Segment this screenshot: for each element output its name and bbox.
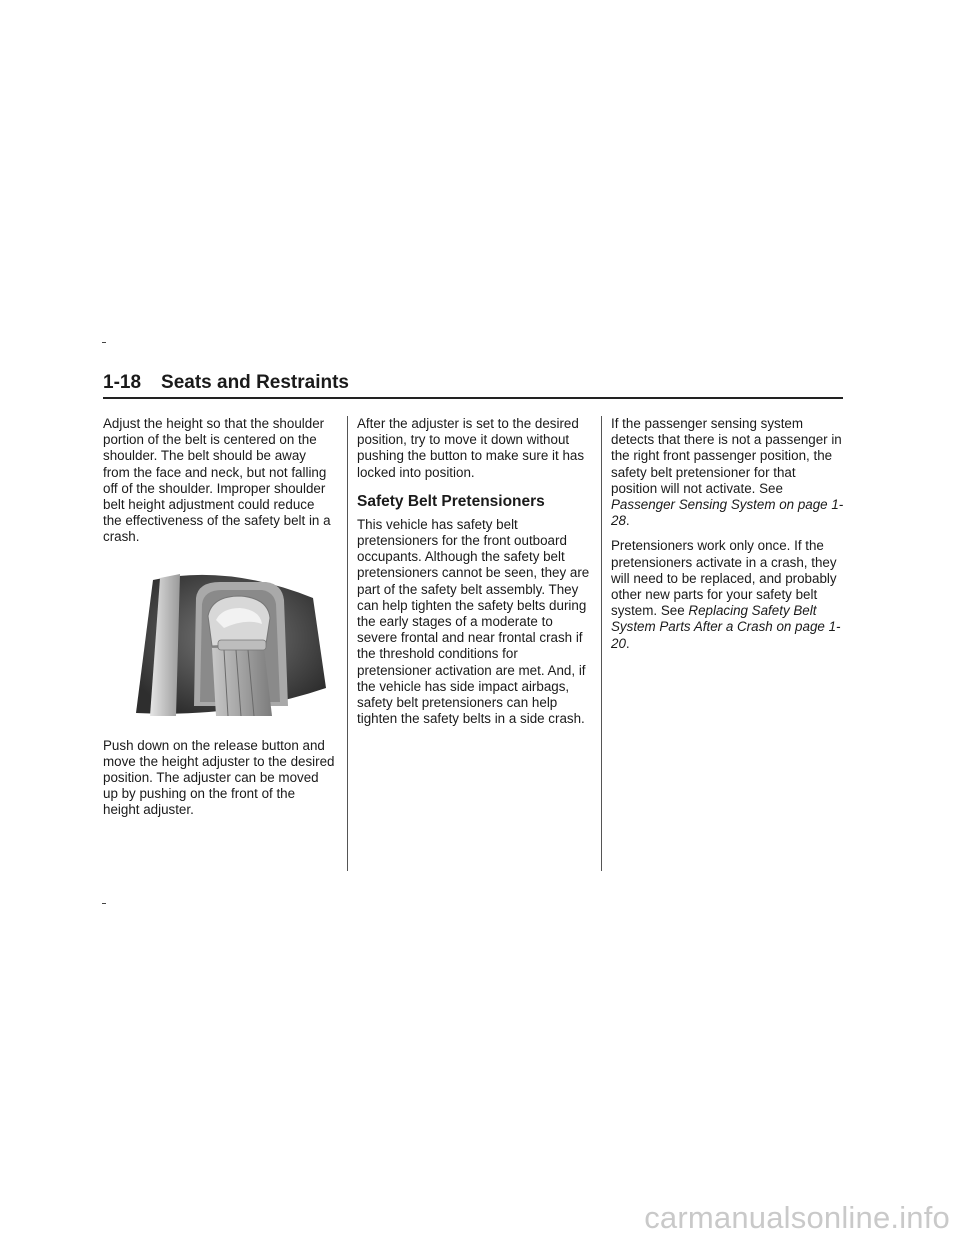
watermark: carmanualsonline.info: [644, 1200, 950, 1235]
column3-paragraph-2-end: .: [625, 635, 630, 651]
shoulder-belt-height-adjuster-icon: [128, 568, 328, 716]
column-1: [103, 416, 335, 819]
crop-mark-top: [102, 342, 106, 343]
crop-mark-bottom: [102, 903, 106, 904]
column2-paragraph-1: After the adjuster is set to the desired position, try to move it down without pushing the button to make sure it has locked into position.: [357, 416, 585, 480]
section-heading: Safety Belt Pretensioners: [357, 492, 545, 510]
column3-paragraph-1-end: .: [625, 513, 630, 529]
column-2: [357, 416, 591, 727]
page-header: [103, 371, 843, 399]
column-divider-1: [347, 416, 348, 871]
column3-paragraph-2-text: Pretensioners work only once. If the pretensioners activate in a crash, they will need to be replaced, and probably other new parts for your safety belt system. See: [611, 538, 837, 619]
replacing-parts-link[interactable]: Replacing Safety Belt System Parts After a Crash on page 1-20: [611, 603, 841, 651]
column2-paragraph-2: This vehicle has safety belt pretensioners for the front outboard occupants. Although the safety belt pretensioners cannot be seen, they are part of the safety belt assembly. They can help tighten the safety belts during the early stages of a moderate to severe frontal and near frontal crash if the threshold conditions for pretensioner activation are met. And, if the vehicle has side impact airbags, safety belt pretensioners can help tighten the safety belts in a side crash.: [357, 516, 590, 727]
column3-paragraph-1-text: If the passenger sensing system detects that there is not a passenger in the right front passenger position, the safety belt pretensioner for that position will not activate. See: [611, 416, 842, 496]
column3-paragraph-2: [611, 538, 845, 651]
column-divider-2: [601, 416, 602, 871]
column-3: [611, 416, 845, 652]
column3-paragraph-1: [611, 416, 845, 529]
column1-paragraph-1: Adjust the height so that the shoulder portion of the belt is centered on the shoulder. The belt should be away from the face and neck, but not falling off of the shoulder. Improper shoulder belt height adjustment could reduce the effectiveness of the safety belt in a crash.: [103, 416, 331, 545]
page-number: 1-18: [103, 372, 142, 393]
passenger-sensing-link[interactable]: Passenger Sensing System on page 1-28: [611, 497, 844, 529]
column1-paragraph-2: Push down on the release button and move the height adjuster to the desired position. The adjuster can be moved up by pushing on the front of the height adjuster.: [103, 737, 335, 818]
section-title: Seats and Restraints: [161, 372, 349, 393]
